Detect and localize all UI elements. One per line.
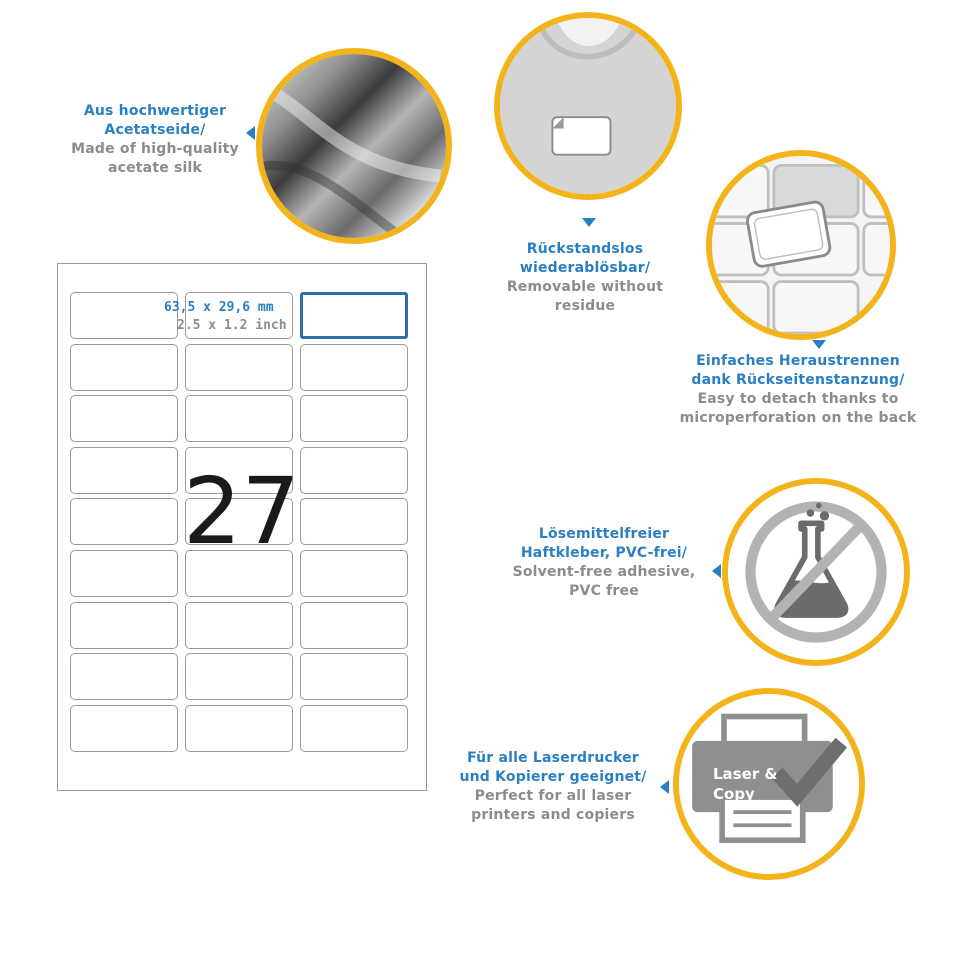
label-cell xyxy=(300,447,408,494)
no-chemicals-flask-icon xyxy=(728,484,904,660)
removable-image xyxy=(494,12,682,200)
slash: / xyxy=(200,122,206,138)
pointer-down-icon xyxy=(812,340,826,349)
laser-copy-caption xyxy=(713,764,777,804)
silk-texture-icon xyxy=(262,54,446,238)
feature-acetate-de-line2: Acetatseide xyxy=(104,122,201,138)
label-cell xyxy=(185,602,293,649)
feature-laser-de-line1: Für alle Laserdrucker xyxy=(467,750,639,766)
pointer-left-icon xyxy=(712,564,721,578)
label-cell xyxy=(70,550,178,597)
slash: / xyxy=(644,260,651,276)
label-cell xyxy=(300,705,408,752)
slash: / xyxy=(681,545,688,561)
feature-removable-en-line1: Removable without xyxy=(506,279,664,295)
label-cell xyxy=(300,344,408,391)
feature-removable-text xyxy=(500,240,670,316)
label-count: 27 xyxy=(183,458,301,565)
label-cell xyxy=(300,653,408,700)
tshirt-label-icon xyxy=(500,18,676,194)
slash: / xyxy=(641,769,647,785)
feature-acetate-en-line2: acetate silk xyxy=(107,160,203,176)
pointer-left-icon xyxy=(246,126,255,140)
pointer-down-icon xyxy=(582,218,596,227)
feature-removable-en-line2: residue xyxy=(554,298,616,314)
feature-laser-en-line2: printers and copiers xyxy=(471,807,635,823)
feature-detach-de-line2: dank Rückseitenstanzung xyxy=(691,372,900,388)
laser-copy-image xyxy=(673,688,865,880)
feature-laser-en-line1: Perfect for all laser xyxy=(474,788,632,804)
feature-solvent-de-line2: Haftkleber, PVC-frei xyxy=(520,545,682,561)
label-cell xyxy=(185,705,293,752)
label-cell xyxy=(70,705,178,752)
label-cell xyxy=(185,395,293,442)
feature-solvent-text xyxy=(504,525,704,601)
label-dimension-metric: 63,5 x 29,6 mm xyxy=(164,300,274,315)
solvent-free-image xyxy=(722,478,910,666)
feature-detach-en-line1: Easy to detach thanks to xyxy=(697,391,899,407)
feature-removable-de-line1: Rückstandslos xyxy=(526,241,644,257)
pointer-left-icon xyxy=(660,780,669,794)
label-cell xyxy=(70,653,178,700)
feature-laser-text xyxy=(448,749,658,825)
label-cell xyxy=(70,395,178,442)
laser-caption-line1: Laser & xyxy=(713,765,778,783)
label-cell xyxy=(300,550,408,597)
feature-acetate-en-line1: Made of high-quality xyxy=(71,141,239,157)
detach-image xyxy=(706,150,896,340)
acetate-silk-image xyxy=(256,48,452,244)
laser-caption-line2: Copy xyxy=(713,785,755,803)
feature-detach-de-line1: Einfaches Heraustrennen xyxy=(696,353,900,369)
label-cell xyxy=(70,344,178,391)
label-cell xyxy=(300,498,408,545)
feature-laser-de-line2: und Kopierer geeignet xyxy=(459,769,642,785)
label-cell xyxy=(70,447,178,494)
slash: / xyxy=(899,372,905,388)
label-dimension-imperial: 2.5 x 1.2 inch xyxy=(177,318,287,333)
feature-acetate-text xyxy=(70,102,240,178)
feature-detach-text xyxy=(668,352,928,428)
label-cell xyxy=(300,395,408,442)
feature-solvent-en-line2: PVC free xyxy=(569,583,639,599)
label-cell xyxy=(70,498,178,545)
label-highlighted xyxy=(300,292,408,339)
feature-solvent-de-line1: Lösemittelfreier xyxy=(538,526,670,542)
feature-detach-en-line2: microperforation on the back xyxy=(679,410,917,426)
label-cell xyxy=(185,653,293,700)
feature-removable-de-line2: wiederablösbar xyxy=(519,260,645,276)
label-cell xyxy=(300,602,408,649)
label-cell xyxy=(185,344,293,391)
label-grid-peel-icon xyxy=(712,156,890,334)
feature-acetate-de-line1: Aus hochwertiger xyxy=(83,103,227,119)
feature-solvent-en-line1: Solvent-free adhesive, xyxy=(512,564,696,580)
label-cell xyxy=(70,292,178,339)
label-cell xyxy=(70,602,178,649)
